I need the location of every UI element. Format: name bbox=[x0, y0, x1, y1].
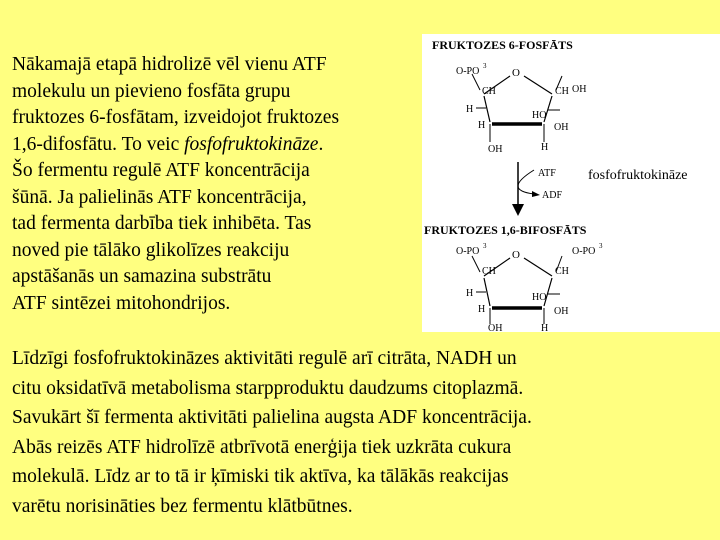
h-label: H bbox=[466, 104, 474, 115]
top-molecule-title: FRUKTOZES 6-FOSFĀTS bbox=[432, 38, 573, 52]
reaction-scheme-svg bbox=[422, 34, 720, 332]
ho-label: HO bbox=[532, 110, 547, 121]
text-fragment: . bbox=[318, 133, 324, 155]
upper-text-block bbox=[12, 52, 339, 317]
text-line: noved pie tālāko glikolīzes reakciju bbox=[12, 239, 290, 261]
phosphate-charge: 3 bbox=[483, 242, 487, 250]
enzyme-label: fosfofruktokināze bbox=[588, 168, 688, 183]
oh-label: OH bbox=[554, 306, 569, 317]
phosphate-label: O-PO bbox=[456, 246, 480, 257]
reaction-scheme bbox=[422, 34, 720, 332]
oh-label: OH bbox=[572, 84, 587, 95]
text-line: molekulu un pievieno fosfāta grupu bbox=[12, 80, 291, 102]
text-line: fruktozes 6-fosfātam, izveidojot fruktozes bbox=[12, 107, 340, 128]
lower-text-block bbox=[12, 344, 532, 521]
reaction-arrow bbox=[512, 162, 540, 216]
bottom-molecule-labels bbox=[456, 242, 603, 332]
text-line: Nākamajā etapā hidrolizē vēl vienu ATF bbox=[12, 54, 327, 75]
phosphate-label: O-PO bbox=[572, 246, 596, 257]
phosphate-charge: 3 bbox=[483, 62, 487, 70]
oh-label: OH bbox=[554, 122, 569, 133]
text-line: Līdzīgi fosfofruktokināzes aktivitāti regulē arī citrāta, NADH un bbox=[12, 348, 517, 369]
phosphate-label: O-PO bbox=[456, 66, 480, 77]
text-line: tad fermenta darbība tiek inhibēta. Tas bbox=[12, 213, 312, 234]
ring-oxygen-label: O bbox=[512, 67, 520, 79]
h-label: H bbox=[478, 120, 486, 131]
oh-label: OH bbox=[488, 323, 503, 332]
ho-label: HO bbox=[532, 292, 547, 303]
adf-label: ADF bbox=[542, 190, 563, 201]
ch2-left-label: CH bbox=[482, 266, 496, 277]
bottom-molecule-title: FRUKTOZES 1,6-BIFOSFĀTS bbox=[424, 223, 587, 237]
h-label: H bbox=[466, 288, 474, 299]
text-line: Abās reizēs ATF hidrolīzē atbrīvotā enerģija tiek uzkrāta cukura bbox=[12, 436, 512, 458]
oh-label: OH bbox=[488, 144, 503, 155]
phosphate-charge: 3 bbox=[599, 242, 603, 250]
top-molecule bbox=[472, 74, 562, 142]
h-label: H bbox=[541, 323, 549, 332]
text-fragment: 1,6-difosfātu. To veic bbox=[12, 133, 185, 155]
text-line: ATF sintēzei mitohondrijos. bbox=[12, 292, 231, 314]
enzyme-name-italic: fosfofruktokināze bbox=[184, 133, 319, 155]
ring-oxygen-label: O bbox=[512, 249, 520, 261]
text-line: apstāšanās un samazina substrātu bbox=[12, 266, 272, 287]
text-line: šūnā. Ja palielinās ATF koncentrācija, bbox=[12, 186, 307, 208]
text-line-enzyme bbox=[12, 132, 339, 159]
text-line: varētu norisināties bez fermentu klātbūtnes. bbox=[12, 495, 353, 517]
text-line: Savukārt šī fermenta aktivitāti palielina augsta ADF koncentrācija. bbox=[12, 407, 532, 428]
ch2-left-label: CH bbox=[482, 86, 496, 97]
ch2-right-label: CH bbox=[555, 86, 569, 97]
text-line: molekulā. Līdz ar to tā ir ķīmiski tik aktīva, ka tālākās reakcijas bbox=[12, 466, 509, 487]
text-line: Šo fermentu regulē ATF koncentrācija bbox=[12, 160, 310, 181]
atf-label: ATF bbox=[538, 168, 556, 179]
top-molecule-labels bbox=[456, 62, 586, 155]
text-line: citu oksidatīvā metabolisma starpproduktu daudzums citoplazmā. bbox=[12, 377, 524, 399]
h-label: H bbox=[478, 304, 486, 315]
ch2-right-label: CH bbox=[555, 266, 569, 277]
h-label: H bbox=[541, 142, 549, 153]
